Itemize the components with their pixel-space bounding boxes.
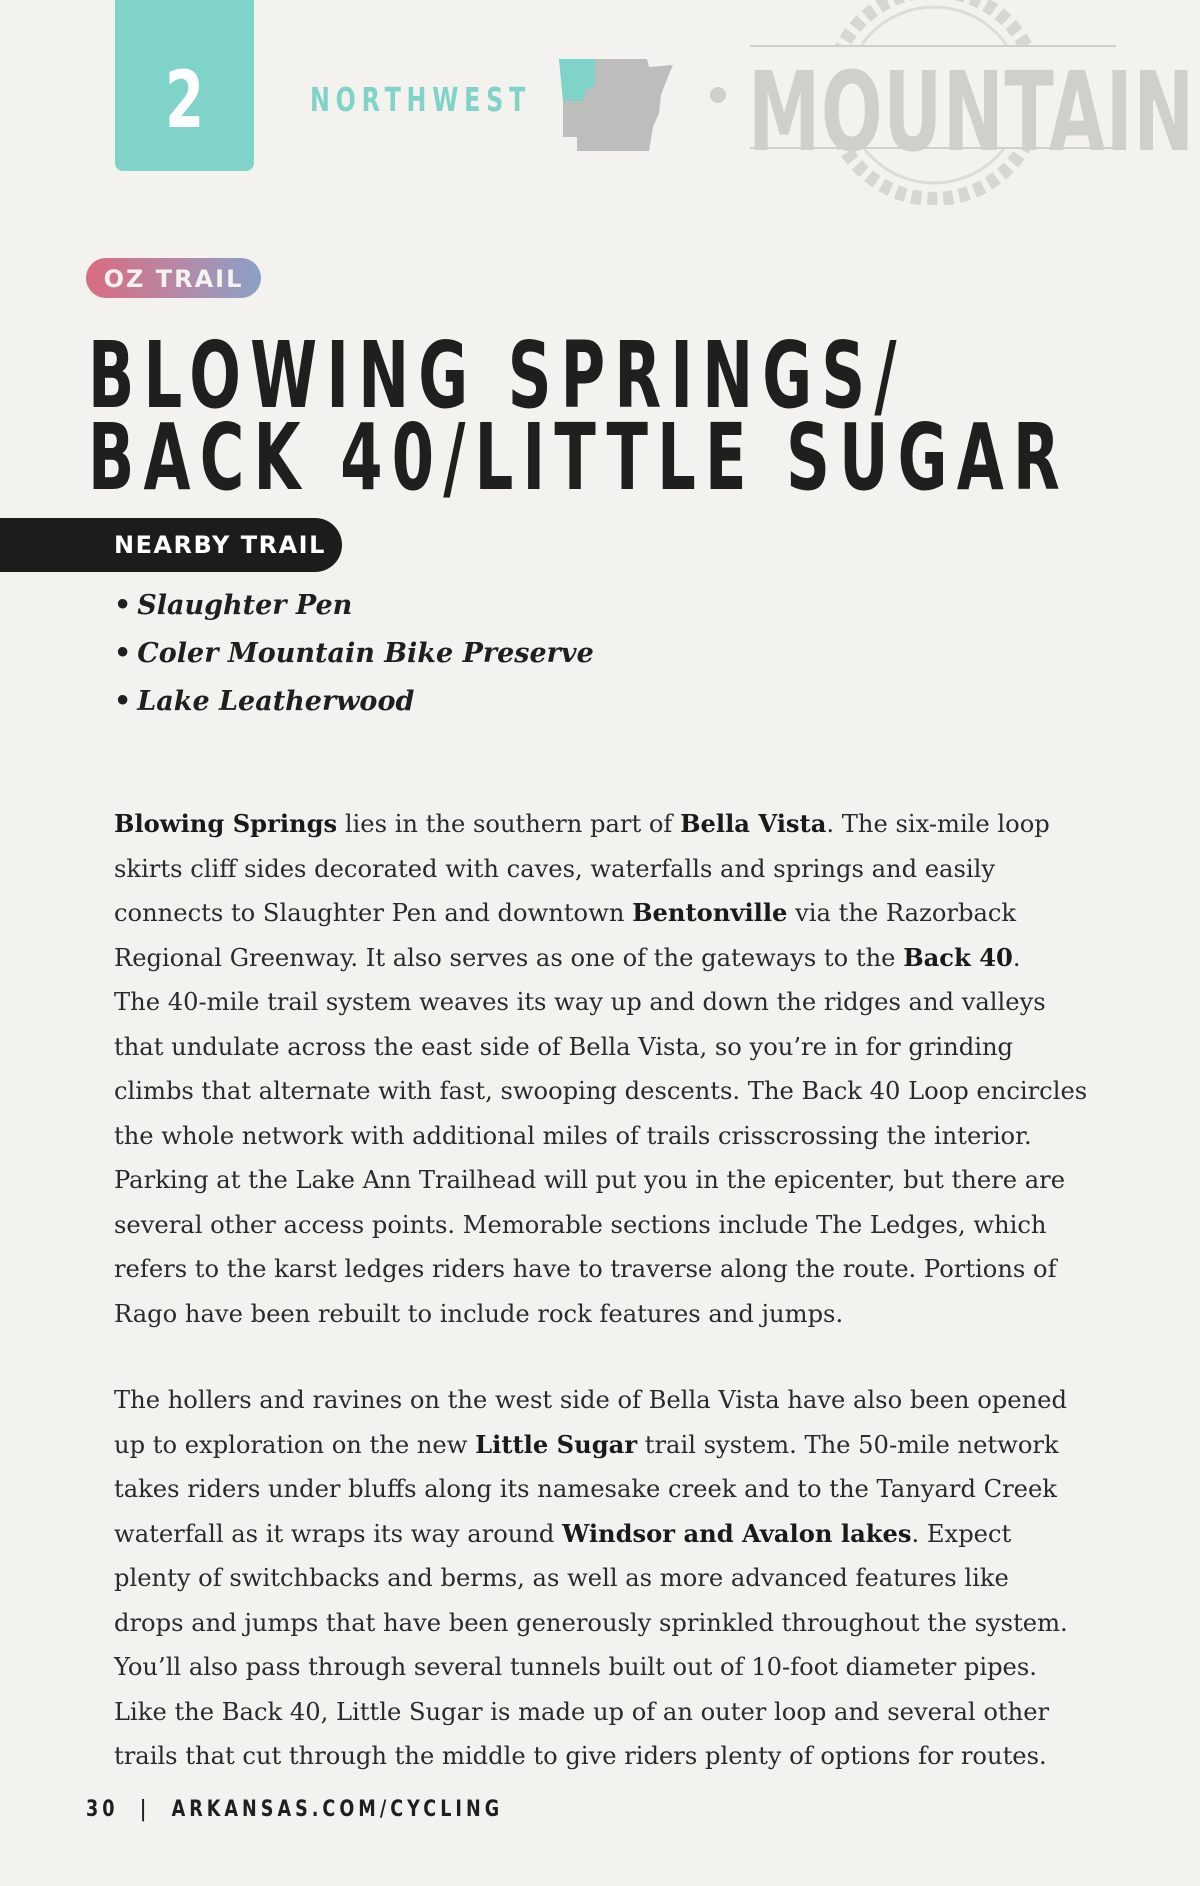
place-name: Windsor and Avalon lakes bbox=[562, 1518, 912, 1548]
nearby-trail-name: Lake Leatherwood bbox=[137, 686, 415, 717]
page-footer bbox=[86, 1797, 503, 1822]
footer-url: ARKANSAS.COM/CYCLING bbox=[171, 1797, 504, 1822]
body-line: refers to the karst ledges riders have to traverse along the route. Portions of bbox=[114, 1255, 1057, 1283]
page-title-line-2: BACK 40/LITTLE SUGAR bbox=[88, 404, 1069, 511]
trail-badge-label: OZ TRAIL bbox=[103, 265, 244, 293]
text-run: up to exploration on the new bbox=[114, 1430, 476, 1459]
body-line bbox=[114, 936, 1087, 981]
body-line: Like the Back 40, Little Sugar is made up of an outer loop and several other bbox=[114, 1697, 1050, 1726]
body-line: drops and jumps that have been generously sprinkled throughout the system. bbox=[114, 1608, 1068, 1637]
body-line bbox=[114, 802, 1087, 847]
nearby-trail-item: • Coler Mountain Bike Preserve bbox=[114, 638, 594, 669]
body-line: The 40-mile trail system weaves its way up and down the ridges and valleys bbox=[114, 988, 1046, 1016]
page-title-line-1: BLOWING SPRINGS/ bbox=[88, 322, 906, 429]
text-run: waterfall as it wraps its way around bbox=[114, 1519, 563, 1548]
body-line: climbs that alternate with fast, swooping descents. The Back 40 Loop encircles bbox=[114, 1077, 1088, 1105]
place-name: Back 40 bbox=[903, 942, 1013, 972]
body-line: Rago have been rebuilt to include rock features and jumps. bbox=[114, 1299, 844, 1328]
category-stamp-label: MOUNTAIN bbox=[748, 48, 1195, 176]
text-run: lies in the southern part of bbox=[337, 810, 681, 838]
trail-badge bbox=[86, 258, 261, 298]
text-run: . bbox=[1012, 943, 1021, 972]
body-line: several other access points. Memorable sections include The Ledges, which bbox=[114, 1210, 1047, 1239]
nearby-trail-name: Coler Mountain Bike Preserve bbox=[137, 638, 594, 669]
text-run: . Expect bbox=[911, 1519, 1012, 1548]
chapter-number: 2 bbox=[164, 56, 205, 146]
arkansas-map-icon bbox=[555, 55, 675, 155]
page-number: 30 bbox=[86, 1797, 119, 1822]
place-name: Bentonville bbox=[632, 898, 788, 927]
nearby-trail-header bbox=[0, 518, 342, 572]
region-label: NORTHWEST bbox=[310, 80, 532, 119]
body-line: takes riders under bluffs along its namesake creek and to the Tanyard Creek bbox=[114, 1475, 1057, 1503]
text-run: Regional Greenway. It also serves as one of the gateways to the bbox=[114, 943, 904, 972]
place-name: Little Sugar bbox=[475, 1429, 638, 1459]
body-line: Parking at the Lake Ann Trailhead will put you in the epicenter, but there are bbox=[114, 1166, 1066, 1194]
place-name: Bella Vista bbox=[680, 809, 827, 838]
text-run: via the Razorback bbox=[787, 899, 1017, 927]
body-line bbox=[114, 891, 1087, 936]
nearby-trail-label: NEARBY TRAIL bbox=[114, 531, 326, 559]
chapter-tab bbox=[115, 0, 254, 171]
body-line bbox=[114, 1512, 1068, 1557]
body-line: The hollers and ravines on the west side of Bella Vista have also been opened bbox=[114, 1386, 1067, 1414]
body-line bbox=[114, 1423, 1068, 1468]
text-run: . The six-mile loop bbox=[826, 810, 1050, 838]
body-line: trails that cut through the middle to give riders plenty of options for routes. bbox=[114, 1742, 1047, 1770]
place-name: Blowing Springs bbox=[114, 809, 338, 838]
body-line: skirts cliff sides decorated with caves, waterfalls and springs and easily bbox=[114, 854, 996, 883]
body-line: You’ll also pass through several tunnels built out of 10-foot diameter pipes. bbox=[114, 1653, 1037, 1681]
footer-separator: | bbox=[139, 1797, 151, 1822]
text-run: trail system. The 50-mile network bbox=[637, 1430, 1059, 1459]
nearby-trail-list bbox=[114, 588, 594, 732]
nearby-trail-name: Slaughter Pen bbox=[137, 590, 353, 621]
text-run: connects to Slaughter Pen and downtown bbox=[114, 899, 633, 927]
body-line: plenty of switchbacks and berms, as well as more advanced features like bbox=[114, 1564, 1009, 1592]
nearby-trail-item: • Lake Leatherwood bbox=[114, 686, 415, 717]
body-line: the whole network with additional miles of trails crisscrossing the interior. bbox=[114, 1121, 1032, 1150]
nearby-trail-item: • Slaughter Pen bbox=[114, 590, 353, 621]
body-paragraph-2 bbox=[114, 1378, 1068, 1779]
body-line: that undulate across the east side of Bella Vista, so you’re in for grinding bbox=[114, 1032, 1014, 1061]
body-paragraph-1 bbox=[114, 802, 1087, 1336]
